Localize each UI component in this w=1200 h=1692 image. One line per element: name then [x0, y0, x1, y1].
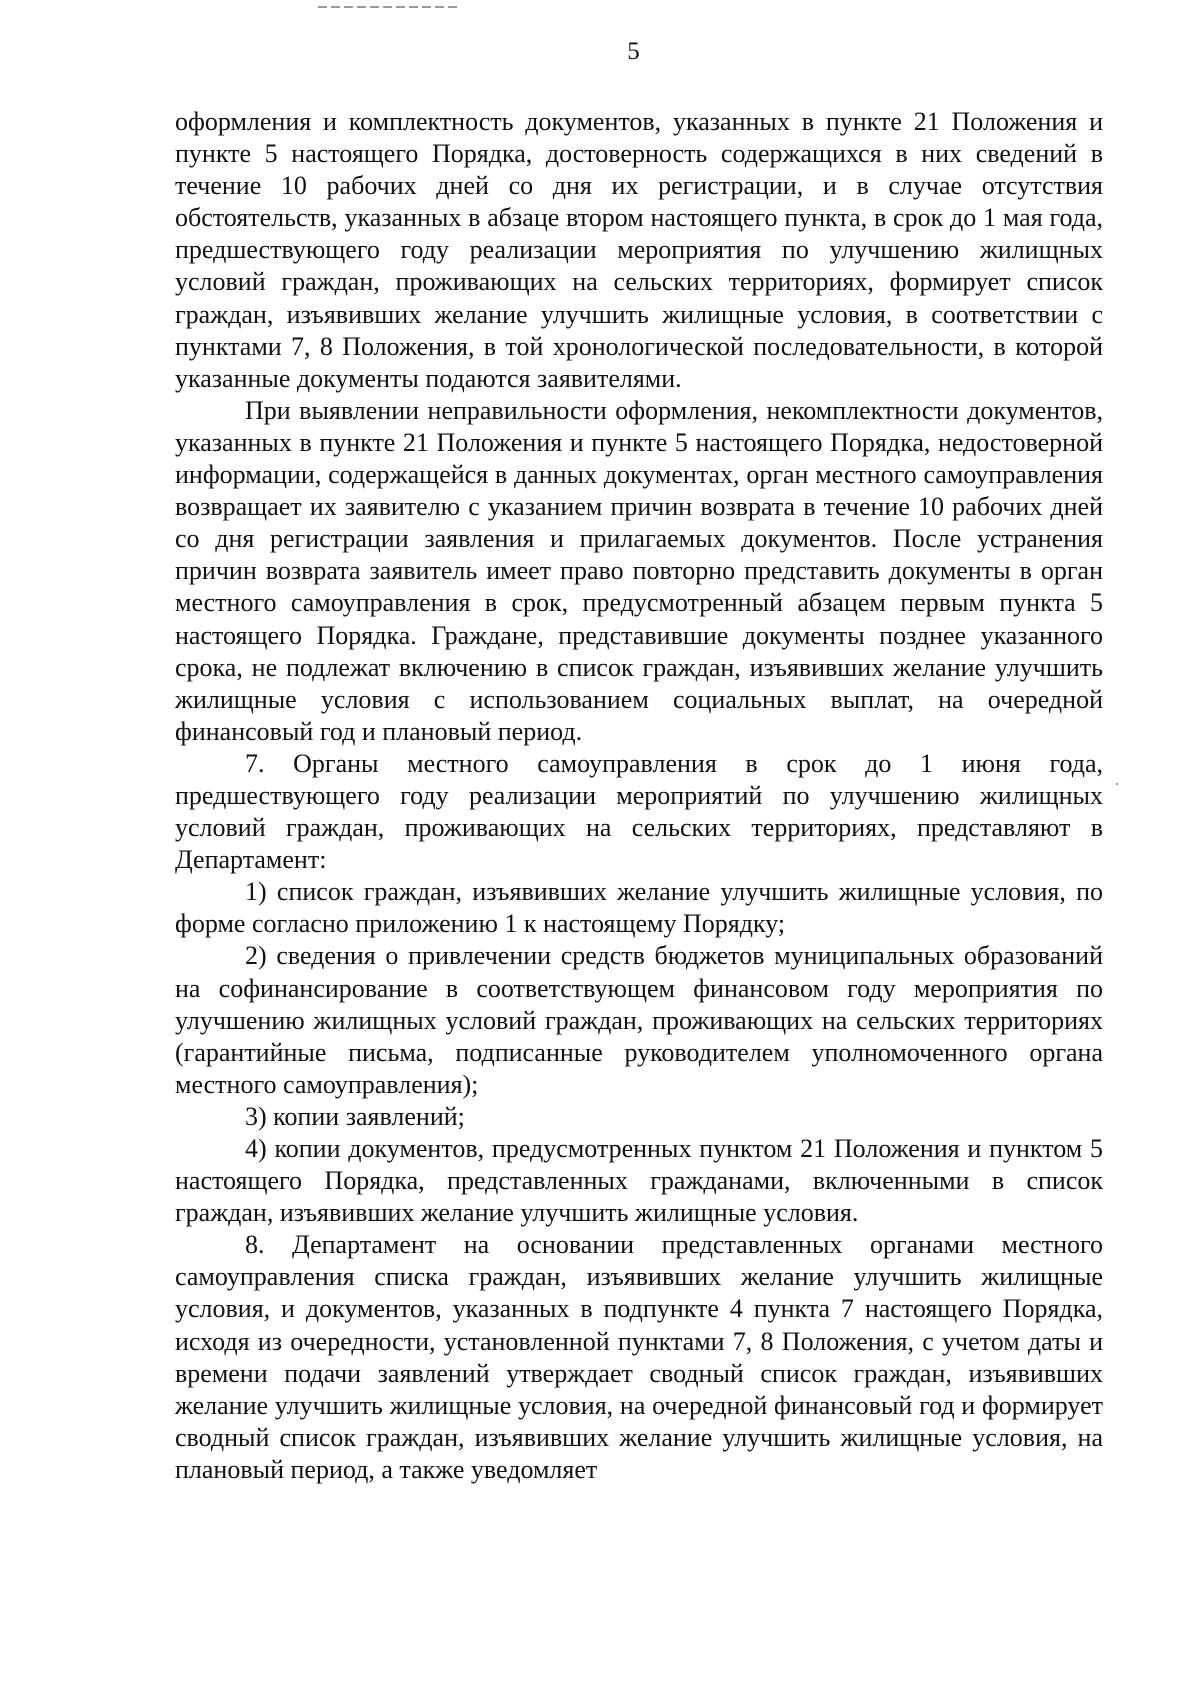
- paragraph-clause-7: 7. Органы местного самоуправления в срок до 1 июня года, предшествующего году реализации мероприятий по улучшению жилищных условий граждан, проживающих на сельских территориях, представляют в Департамент:: [175, 748, 1103, 875]
- list-item-4: 4) копии документов, предусмотренных пунктом 21 Положения и пунктом 5 настоящего Порядка, представленных гражданами, включенными в список граждан, изъявивших желание улучшить жилищные условия.: [175, 1134, 1103, 1228]
- scan-dot-artifact: [1116, 783, 1118, 785]
- list-item-2: 2) сведения о привлечении средств бюджетов муниципальных образований на софинансирование в соответствующем финансовом году мероприятия по улучшению жилищных условий граждан, проживающих на сельских территориях (гарантийные письма, подписанные руководителем уполномоченного органа местного самоуправления);: [175, 941, 1103, 1099]
- list-item-3: 3) копии заявлений;: [245, 1101, 465, 1131]
- page-number: 5: [627, 38, 640, 65]
- list-item-1: 1) список граждан, изъявивших желание улучшить жилищные условия, по форме согласно приложению 1 к настоящему Порядку;: [175, 877, 1103, 939]
- paragraph-return-of-documents: При выявлении неправильности оформления, некомплектности документов, указанных в пункте 21 Положения и пункте 5 настоящего Порядка, недостоверной информации, содержащейся в данных документах, орган местного самоуправления возвращает их заявителю с указанием причин возврата в течение 10 рабочих дней со дня регистрации заявления и прилагаемых документов. После устранения причин возврата заявитель имеет право повторно представить документы в орган местного самоуправления в срок, предусмотренный абзацем первым пункта 5 настоящего Порядка. Граждане, представившие документы позднее указанного срока, не подлежат включению в список граждан, изъявивших желание улучшить жилищные условия с использованием социальных выплат, на очередной финансовый год и плановый период.: [175, 395, 1103, 746]
- scan-artifact-line: [318, 6, 458, 8]
- document-body: [175, 106, 1103, 1486]
- paragraph-continuation: оформления и комплектность документов, указанных в пункте 21 Положения и пункте 5 настоящего Порядка, достоверность содержащихся в них сведений в течение 10 рабочих дней со дня их регистрации, и в случае отсутствия обстоятельств, указанных в абзаце втором настоящего пункта, в срок до 1 мая года, предшествующего году реализации мероприятия по улучшению жилищных условий граждан, проживающих на сельских территориях, формирует список граждан, изъявивших желание улучшить жилищные условия, в соответствии с пунктами 7, 8 Положения, в той хронологической последовательности, в которой указанные документы подаются заявителями.: [175, 107, 1103, 393]
- paragraph-clause-8: 8. Департамент на основании представленных органами местного самоуправления списка граждан, изъявивших желание улучшить жилищные условия, и документов, указанных в подпункте 4 пункта 7 настоящего Порядка, исходя из очередности, установленной пунктами 7, 8 Положения, с учетом даты и времени подачи заявлений утверждает сводный список граждан, изъявивших желание улучшить жилищные условия, на очередной финансовый год и формирует сводный список граждан, изъявивших желание улучшить жилищные условия, на плановый период, а также уведомляет: [175, 1230, 1103, 1484]
